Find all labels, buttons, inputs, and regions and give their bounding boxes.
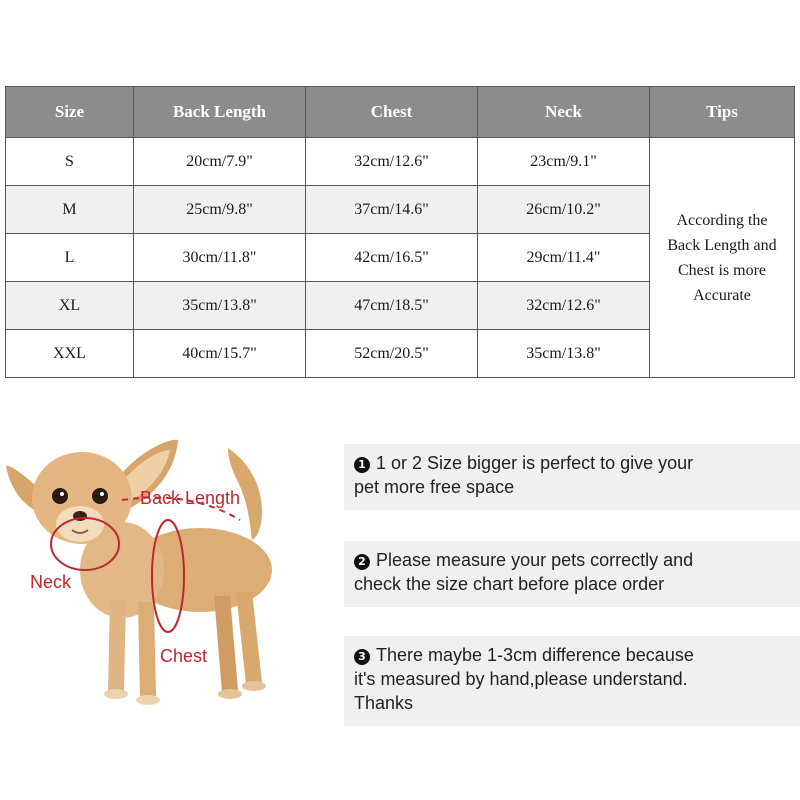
- note-line: [354, 643, 790, 667]
- back-length-cell: 25cm/9.8": [134, 186, 306, 234]
- tips-line: Back Length and: [667, 236, 777, 254]
- size-cell: S: [6, 138, 134, 186]
- neck-cell: 29cm/11.4": [478, 234, 650, 282]
- tips-cell: [650, 138, 795, 378]
- note-line: it's measured by hand,please understand.: [354, 669, 688, 689]
- back-length-label: Back Length: [140, 488, 241, 508]
- size-cell: M: [6, 186, 134, 234]
- header-neck: Neck: [478, 87, 650, 138]
- back-length-cell: 30cm/11.8": [134, 234, 306, 282]
- table-header-row: [6, 87, 795, 138]
- chest-cell: 42cm/16.5": [306, 234, 478, 282]
- size-chart-table: [5, 86, 795, 378]
- note-text: Please measure your pets correctly and: [376, 550, 694, 570]
- neck-cell: 32cm/12.6": [478, 282, 650, 330]
- size-cell: XL: [6, 282, 134, 330]
- note-1: [344, 444, 800, 510]
- number-2-icon: 2: [354, 554, 370, 570]
- dog-illustration: [0, 420, 340, 720]
- note-text: There maybe 1-3cm difference because: [376, 645, 694, 665]
- chest-cell: 47cm/18.5": [306, 282, 478, 330]
- chest-cell: 52cm/20.5": [306, 330, 478, 378]
- note-line: [354, 451, 790, 475]
- chest-cell: 32cm/12.6": [306, 138, 478, 186]
- size-cell: L: [6, 234, 134, 282]
- neck-cell: 35cm/13.8": [478, 330, 650, 378]
- tips-line: Chest is more: [678, 261, 766, 279]
- back-length-cell: 40cm/15.7": [134, 330, 306, 378]
- header-tips: Tips: [650, 87, 795, 138]
- note-line: check the size chart before place order: [354, 574, 665, 594]
- note-line: pet more free space: [354, 477, 515, 497]
- number-1-icon: 1: [354, 457, 370, 473]
- note-2: [344, 541, 800, 607]
- table-row: [6, 138, 795, 186]
- note-text: 1 or 2 Size bigger is perfect to give your: [376, 453, 694, 473]
- number-3-icon: 3: [354, 649, 370, 665]
- note-3: [344, 636, 800, 726]
- note-line: Thanks: [354, 693, 414, 713]
- header-size: Size: [6, 87, 134, 138]
- neck-label: Neck: [30, 572, 72, 592]
- header-chest: Chest: [306, 87, 478, 138]
- dog-measurement-illustration: [0, 420, 340, 720]
- chest-label: Chest: [160, 646, 208, 666]
- back-length-cell: 35cm/13.8": [134, 282, 306, 330]
- tips-line: Accurate: [693, 286, 751, 304]
- neck-cell: 23cm/9.1": [478, 138, 650, 186]
- header-back-length: Back Length: [134, 87, 306, 138]
- tips-line: According the: [676, 211, 768, 229]
- chest-cell: 37cm/14.6": [306, 186, 478, 234]
- note-line: [354, 548, 790, 572]
- back-length-cell: 20cm/7.9": [134, 138, 306, 186]
- size-cell: XXL: [6, 330, 134, 378]
- neck-cell: 26cm/10.2": [478, 186, 650, 234]
